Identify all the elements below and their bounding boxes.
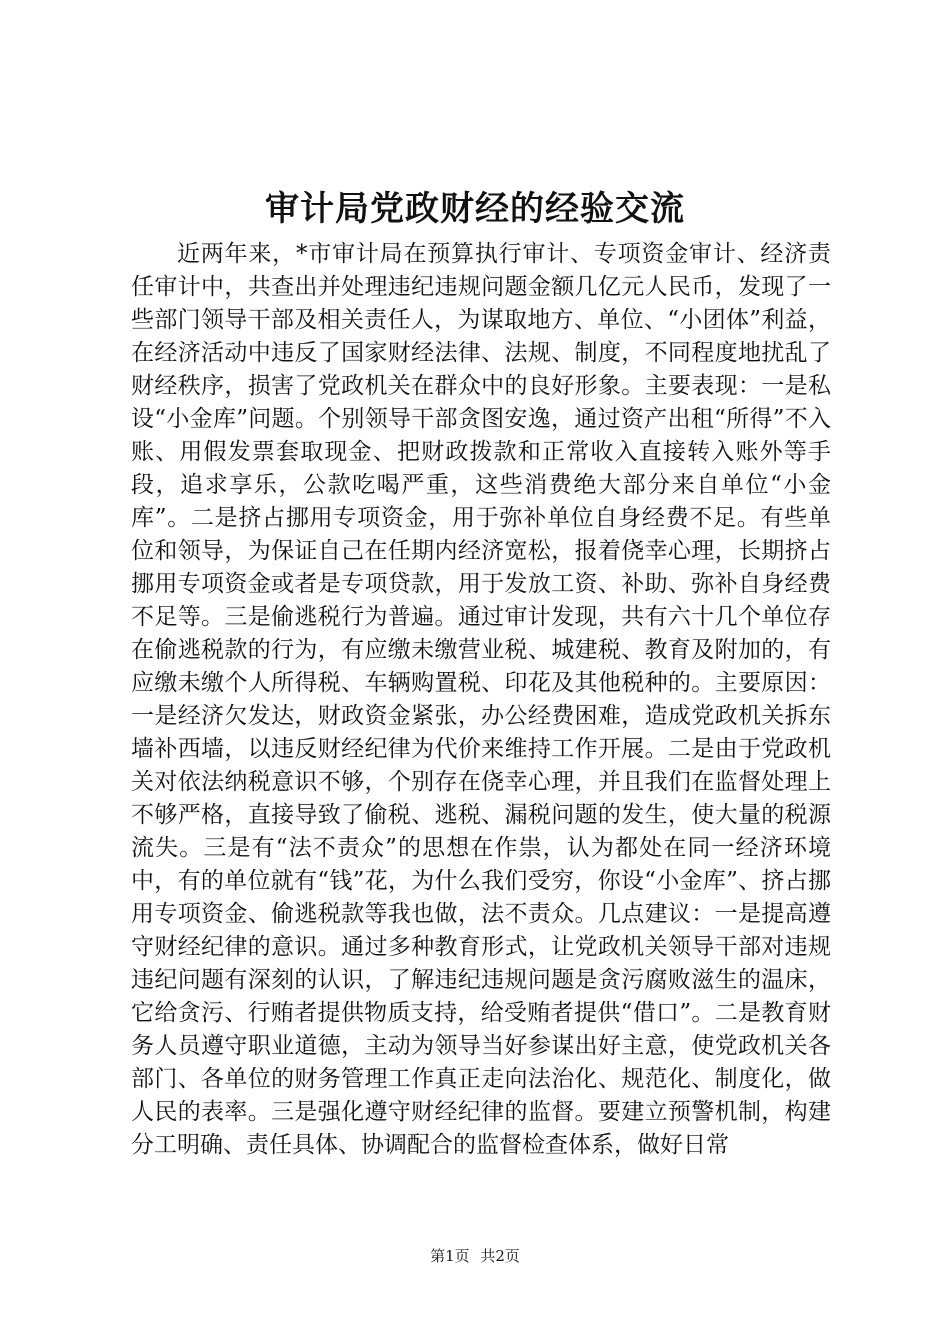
page-total: 共2页 [480,1247,520,1265]
page-number: 第1页 [430,1247,470,1265]
body-paragraph: 近两年来，*市审计局在预算执行审计、专项资金审计、经济责任审计中，共查出并处理违纪违规问题金额几亿元人民币，发现了一些部门领导干部及相关责任人，为谋取地方、单位、“小团体”利益，在经济活动中违反了国家财经法律、法规、制度，不同程度地扰乱了财经秩序，损害了党政机关在群众中的良好形象。主要表现：一是私设“小金库”问题。个别领导干部贪图安逸，通过资产出租“所得”不入账、用假发票套取现金、把财政拨款和正常收入直接转入账外等手段，追求享乐，公款吃喝严重，这些消费绝大部分来自单位“小金库”。二是挤占挪用专项资金，用于弥补单位自身经费不足。有些单位和领导，为保证自己在任期内经济宽松，报着侥幸心理，长期挤占挪用专项资金或者是专项贷款，用于发放工资、补助、弥补自身经费不足等。三是偷逃税行为普遍。通过审计发现，共有六十几个单位存在偷逃税款的行为，有应缴未缴营业税、城建税、教育及附加的，有应缴未缴个人所得税、车辆购置税、印花及其他税种的。主要原因：一是经济欠发达，财政资金紧张，办公经费困难，造成党政机关拆东墙补西墙，以违反财经纪律为代价来维持工作开展。二是由于党政机关对依法纳税意识不够，个别存在侥幸心理，并且我们在监督处理上不够严格，直接导致了偷税、逃税、漏税问题的发生，使大量的税源流失。三是有“法不责众”的思想在作祟，认为都处在同一经济环境中，有的单位就有“钱”花，为什么我们受穷，你设“小金库”、挤占挪用专项资金、偷逃税款等我也做，法不责众。几点建议：一是提高遵守财经纪律的意识。通过多种教育形式，让党政机关领导干部对违规违纪问题有深刻的认识，了解违纪违规问题是贪污腐败滋生的温床，它给贪污、行贿者提供物质支持，给受贿者提供“借口”。二是教育财务人员遵守职业道德，主动为领导当好参谋出好主意，使党政机关各部门、各单位的财务管理工作真正走向法治化、规范化、制度化，做人民的表率。三是强化遵守财经纪律的监督。要建立预警机制，构建分工明确、责任具体、协调配合的监督检查体系，做好日常 [131,241,831,1158]
page-footer [0,1246,950,1266]
page-title: 审计局党政财经的经验交流 [265,189,685,229]
